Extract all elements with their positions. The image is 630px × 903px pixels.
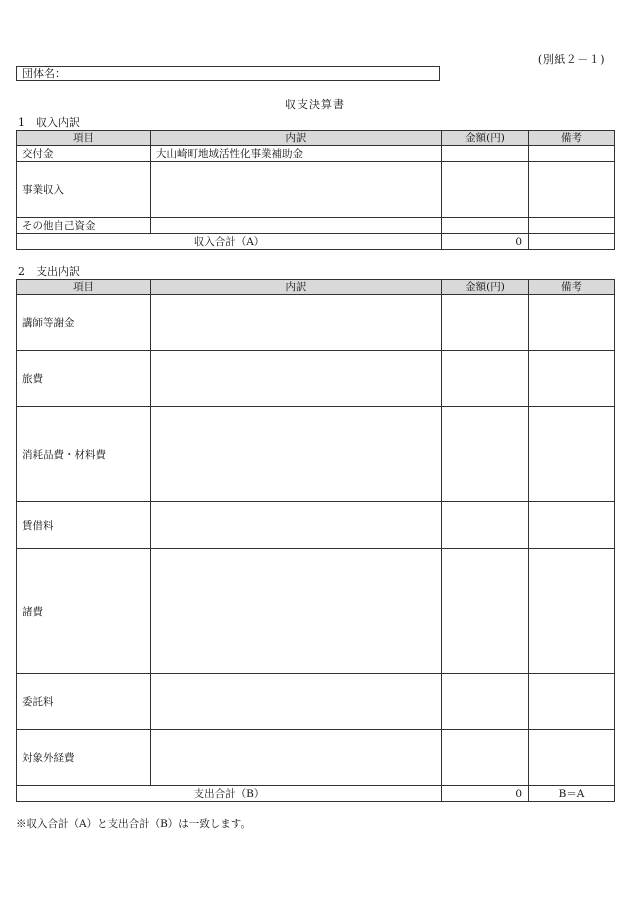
row-item: 対象外経費 xyxy=(17,730,151,786)
row-amount[interactable] xyxy=(442,730,529,786)
row-item: 講師等謝金 xyxy=(17,295,151,351)
row-detail[interactable] xyxy=(151,162,442,218)
row-detail[interactable] xyxy=(151,351,442,407)
row-note[interactable] xyxy=(529,549,615,674)
row-item: 消耗品費・材料費 xyxy=(17,407,151,502)
row-item: 賃借料 xyxy=(17,502,151,549)
income-total-note xyxy=(529,234,615,250)
header-item: 項目 xyxy=(17,280,151,295)
row-amount[interactable] xyxy=(442,549,529,674)
row-item: 事業収入 xyxy=(17,162,151,218)
table-header-row xyxy=(17,131,615,146)
row-detail[interactable] xyxy=(151,674,442,730)
table-row xyxy=(17,162,615,218)
row-detail[interactable] xyxy=(151,730,442,786)
table-row xyxy=(17,674,615,730)
row-detail[interactable] xyxy=(151,549,442,674)
header-detail: 内訳 xyxy=(151,280,442,295)
page-title: 収支決算書 xyxy=(285,98,345,111)
row-note[interactable] xyxy=(529,295,615,351)
row-item: 委託料 xyxy=(17,674,151,730)
expense-total-amount: 0 xyxy=(442,786,529,802)
row-note[interactable] xyxy=(529,218,615,234)
row-amount[interactable] xyxy=(442,351,529,407)
table-header-row xyxy=(17,280,615,295)
row-item: 交付金 xyxy=(17,146,151,162)
header-note: 備考 xyxy=(529,280,615,295)
appendix-label: (別紙２－１) xyxy=(537,53,605,66)
row-note[interactable] xyxy=(529,730,615,786)
row-amount[interactable] xyxy=(442,502,529,549)
expense-section-title: 2 支出内訳 xyxy=(18,265,80,278)
expense-table xyxy=(16,279,615,802)
expense-total-row xyxy=(17,786,615,802)
income-total-amount: 0 xyxy=(442,234,529,250)
header-amount: 金額(円) xyxy=(442,280,529,295)
row-detail[interactable] xyxy=(151,407,442,502)
row-note[interactable] xyxy=(529,502,615,549)
table-row xyxy=(17,351,615,407)
row-detail[interactable] xyxy=(151,295,442,351)
table-row xyxy=(17,730,615,786)
row-note[interactable] xyxy=(529,351,615,407)
header-amount: 金額(円) xyxy=(442,131,529,146)
header-detail: 内訳 xyxy=(151,131,442,146)
table-row xyxy=(17,549,615,674)
row-amount[interactable] xyxy=(442,407,529,502)
row-amount[interactable] xyxy=(442,218,529,234)
row-item: 旅費 xyxy=(17,351,151,407)
row-amount[interactable] xyxy=(442,162,529,218)
table-row xyxy=(17,295,615,351)
footnote: ※収入合計（A）と支出合計（B）は一致します。 xyxy=(16,818,251,830)
row-note[interactable] xyxy=(529,146,615,162)
row-item: その他自己資金 xyxy=(17,218,151,234)
row-detail[interactable]: 大山崎町地域活性化事業補助金 xyxy=(151,146,442,162)
income-section-title: 1 収入内訳 xyxy=(18,116,80,129)
income-total-row xyxy=(17,234,615,250)
org-name-field[interactable] xyxy=(16,66,440,81)
row-note[interactable] xyxy=(529,162,615,218)
row-detail[interactable] xyxy=(151,502,442,549)
expense-total-label: 支出合計（B） xyxy=(17,786,442,802)
table-row xyxy=(17,146,615,162)
row-amount[interactable] xyxy=(442,674,529,730)
income-table xyxy=(16,130,615,250)
expense-total-note: B＝A xyxy=(529,786,615,802)
table-row xyxy=(17,407,615,502)
row-amount[interactable] xyxy=(442,146,529,162)
table-row xyxy=(17,502,615,549)
row-amount[interactable] xyxy=(442,295,529,351)
income-total-label: 収入合計（A） xyxy=(17,234,442,250)
org-name-label: 団体名： xyxy=(22,67,66,80)
header-item: 項目 xyxy=(17,131,151,146)
row-note[interactable] xyxy=(529,407,615,502)
row-item: 諸費 xyxy=(17,549,151,674)
row-detail[interactable] xyxy=(151,218,442,234)
header-note: 備考 xyxy=(529,131,615,146)
table-row xyxy=(17,218,615,234)
row-note[interactable] xyxy=(529,674,615,730)
